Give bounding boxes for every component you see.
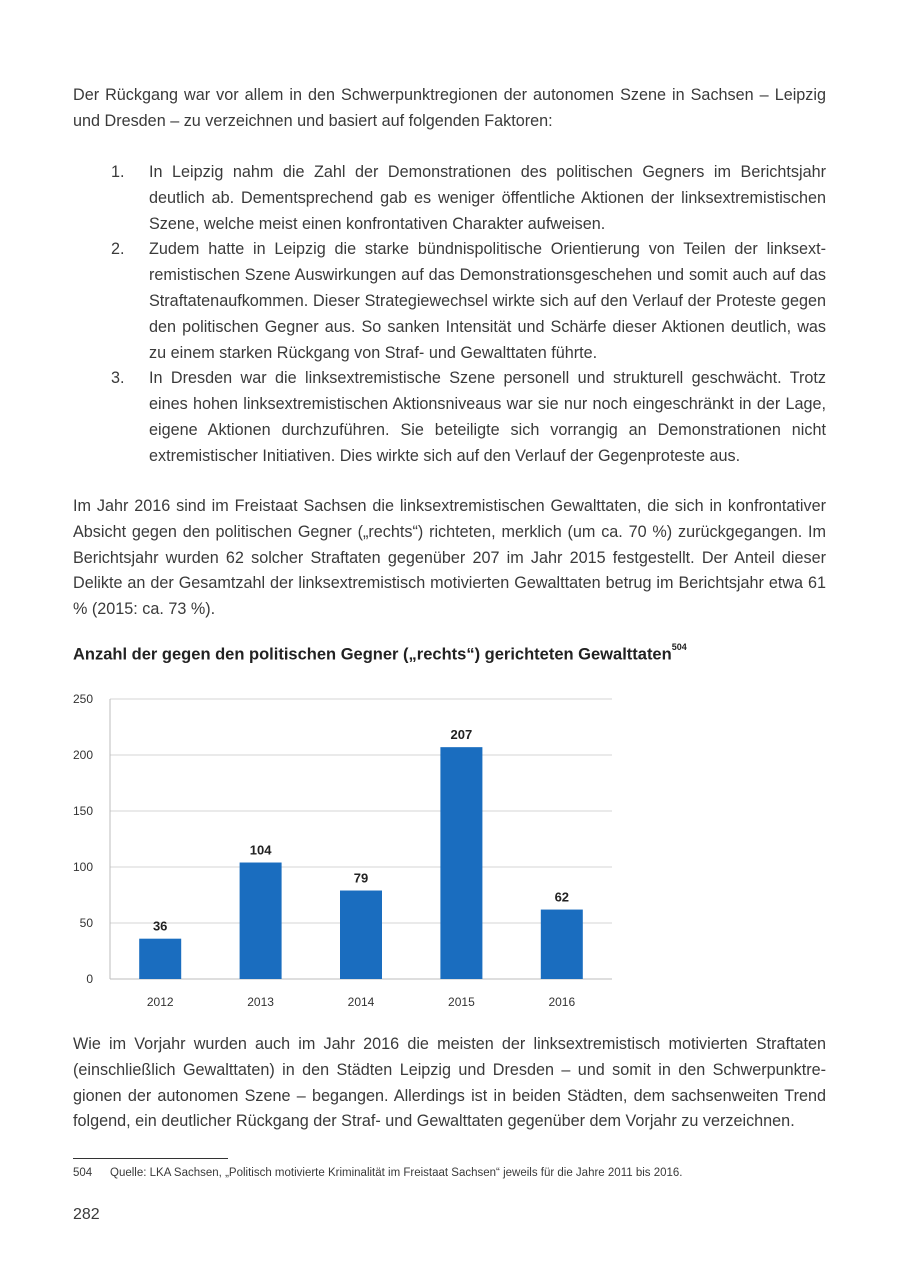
factor-list: [73, 160, 826, 470]
bar-chart: [73, 686, 633, 1016]
list-item: [73, 366, 826, 469]
footnote-divider: [73, 1158, 228, 1159]
footnote-number: 504: [73, 1167, 93, 1179]
chart-heading: [73, 642, 687, 665]
x-tick-label: 2016: [548, 995, 576, 1009]
x-tick-label: 2014: [347, 995, 375, 1009]
list-item-text: Zudem hatte in Leipzig die starke bündnispolitische Orientierung von Teilen der linksextremistischen Szene Auswirkungen auf das Demonstrationsgeschehen und somit auch auf das Straftatenaufkommen. Dieser Strategiewechsel wirkte sich auf den Verlauf der Proteste gegen den politischen Gegner aus. So sanken Intensität und Schärfe dieser Aktionen deutlich, was zu einem starken Rückgang von Straf- und Gewalttaten führte.: [149, 240, 826, 362]
footnote: [73, 1167, 683, 1179]
closing-paragraph: Wie im Vorjahr wurden auch im Jahr 2016 die meisten der linksextremistisch motivierten Straftaten (einschließlich Gewalttaten) in den Städten Leipzig und Dresden – und somit in den Schwerpunktregionen der autonomen Szene – begangen. Allerdings ist in beiden Städten, dem sachsenweiten Trend folgend, ein deutlicher Rückgang der Straf- und Gewalttaten gegenüber dem Vorjahr zu verzeichnen.: [73, 1035, 826, 1131]
x-tick-label: 2013: [247, 995, 274, 1009]
bar: [541, 910, 583, 979]
list-item-text: In Leipzig nahm die Zahl der Demonstrationen des politischen Gegners im Berichtsjahr deutlich ab. Dementsprechend gab es weniger öffentliche Aktionen der linksextremistischen Szene, welche meist einen konfrontativen Charakter aufweisen.: [149, 163, 826, 233]
bar: [340, 891, 382, 979]
x-tick-label: 2012: [146, 995, 174, 1009]
footnote-reference[interactable]: 504: [671, 642, 687, 652]
page-number: 282: [73, 1206, 100, 1223]
list-item: [73, 237, 826, 366]
x-tick-label: 2015: [448, 995, 475, 1009]
list-item: [73, 160, 826, 237]
y-tick-label: 0: [86, 972, 93, 986]
chart-heading-text: Anzahl der gegen den politischen Gegner („rechts“) gerichteten Gewalttaten: [73, 645, 672, 664]
data-label: 207: [450, 727, 473, 743]
intro-paragraph: Der Rückgang war vor allem in den Schwerpunktregionen der autonomen Szene in Sachsen – Leipzig und Dresden – zu verzeichnen und basiert auf folgenden Faktoren:: [73, 86, 826, 130]
data-label: 104: [249, 842, 272, 858]
list-item-number: 3.: [111, 369, 125, 388]
bar: [440, 747, 482, 979]
bar: [139, 939, 181, 979]
statistics-paragraph: Im Jahr 2016 sind im Freistaat Sachsen die linksextremistischen Gewalttaten, die sich in konfrontativer Absicht gegen den politischen Gegner („rechts“) richteten, merklich (um ca. 70 %) zurückgegangen. Im Berichtsjahr wurden 62 solcher Straftaten gegenüber 207 im Jahr 2015 festgestellt. Der Anteil dieser Delikte an der Gesamtzahl der linksextremistisch motivierten Gewalttaten betrug im Berichtsjahr etwa 61 % (2015: ca. 73 %).: [73, 497, 826, 619]
list-item-text: In Dresden war die linksextremistische Szene personell und strukturell geschwächt. Trotz eines hohen linksextremistischen Aktionsniveaus war sie nur noch eingeschränkt in der Lage, eigene Aktionen durchzuführen. Sie beteiligte sich vorrangig an Demonstrationen nicht extremistischer Initiativen. Dies wirkte sich auf den Verlauf der Gegenproteste aus.: [149, 369, 826, 465]
bar: [240, 863, 282, 979]
y-tick-label: 150: [73, 804, 93, 818]
list-item-number: 2.: [111, 240, 125, 259]
list-item-number: 1.: [111, 163, 125, 181]
y-tick-label: 250: [73, 692, 93, 706]
y-tick-label: 100: [73, 860, 93, 874]
data-label: 36: [152, 918, 168, 934]
data-label: 62: [554, 889, 570, 905]
data-label: 79: [353, 870, 369, 886]
y-tick-label: 200: [73, 748, 93, 762]
y-tick-label: 50: [79, 916, 93, 930]
footnote-text: Quelle: LKA Sachsen, „Politisch motivierte Kriminalität im Freistaat Sachsen“ jeweils für die Jahre 2011 bis 2016.: [110, 1167, 683, 1179]
